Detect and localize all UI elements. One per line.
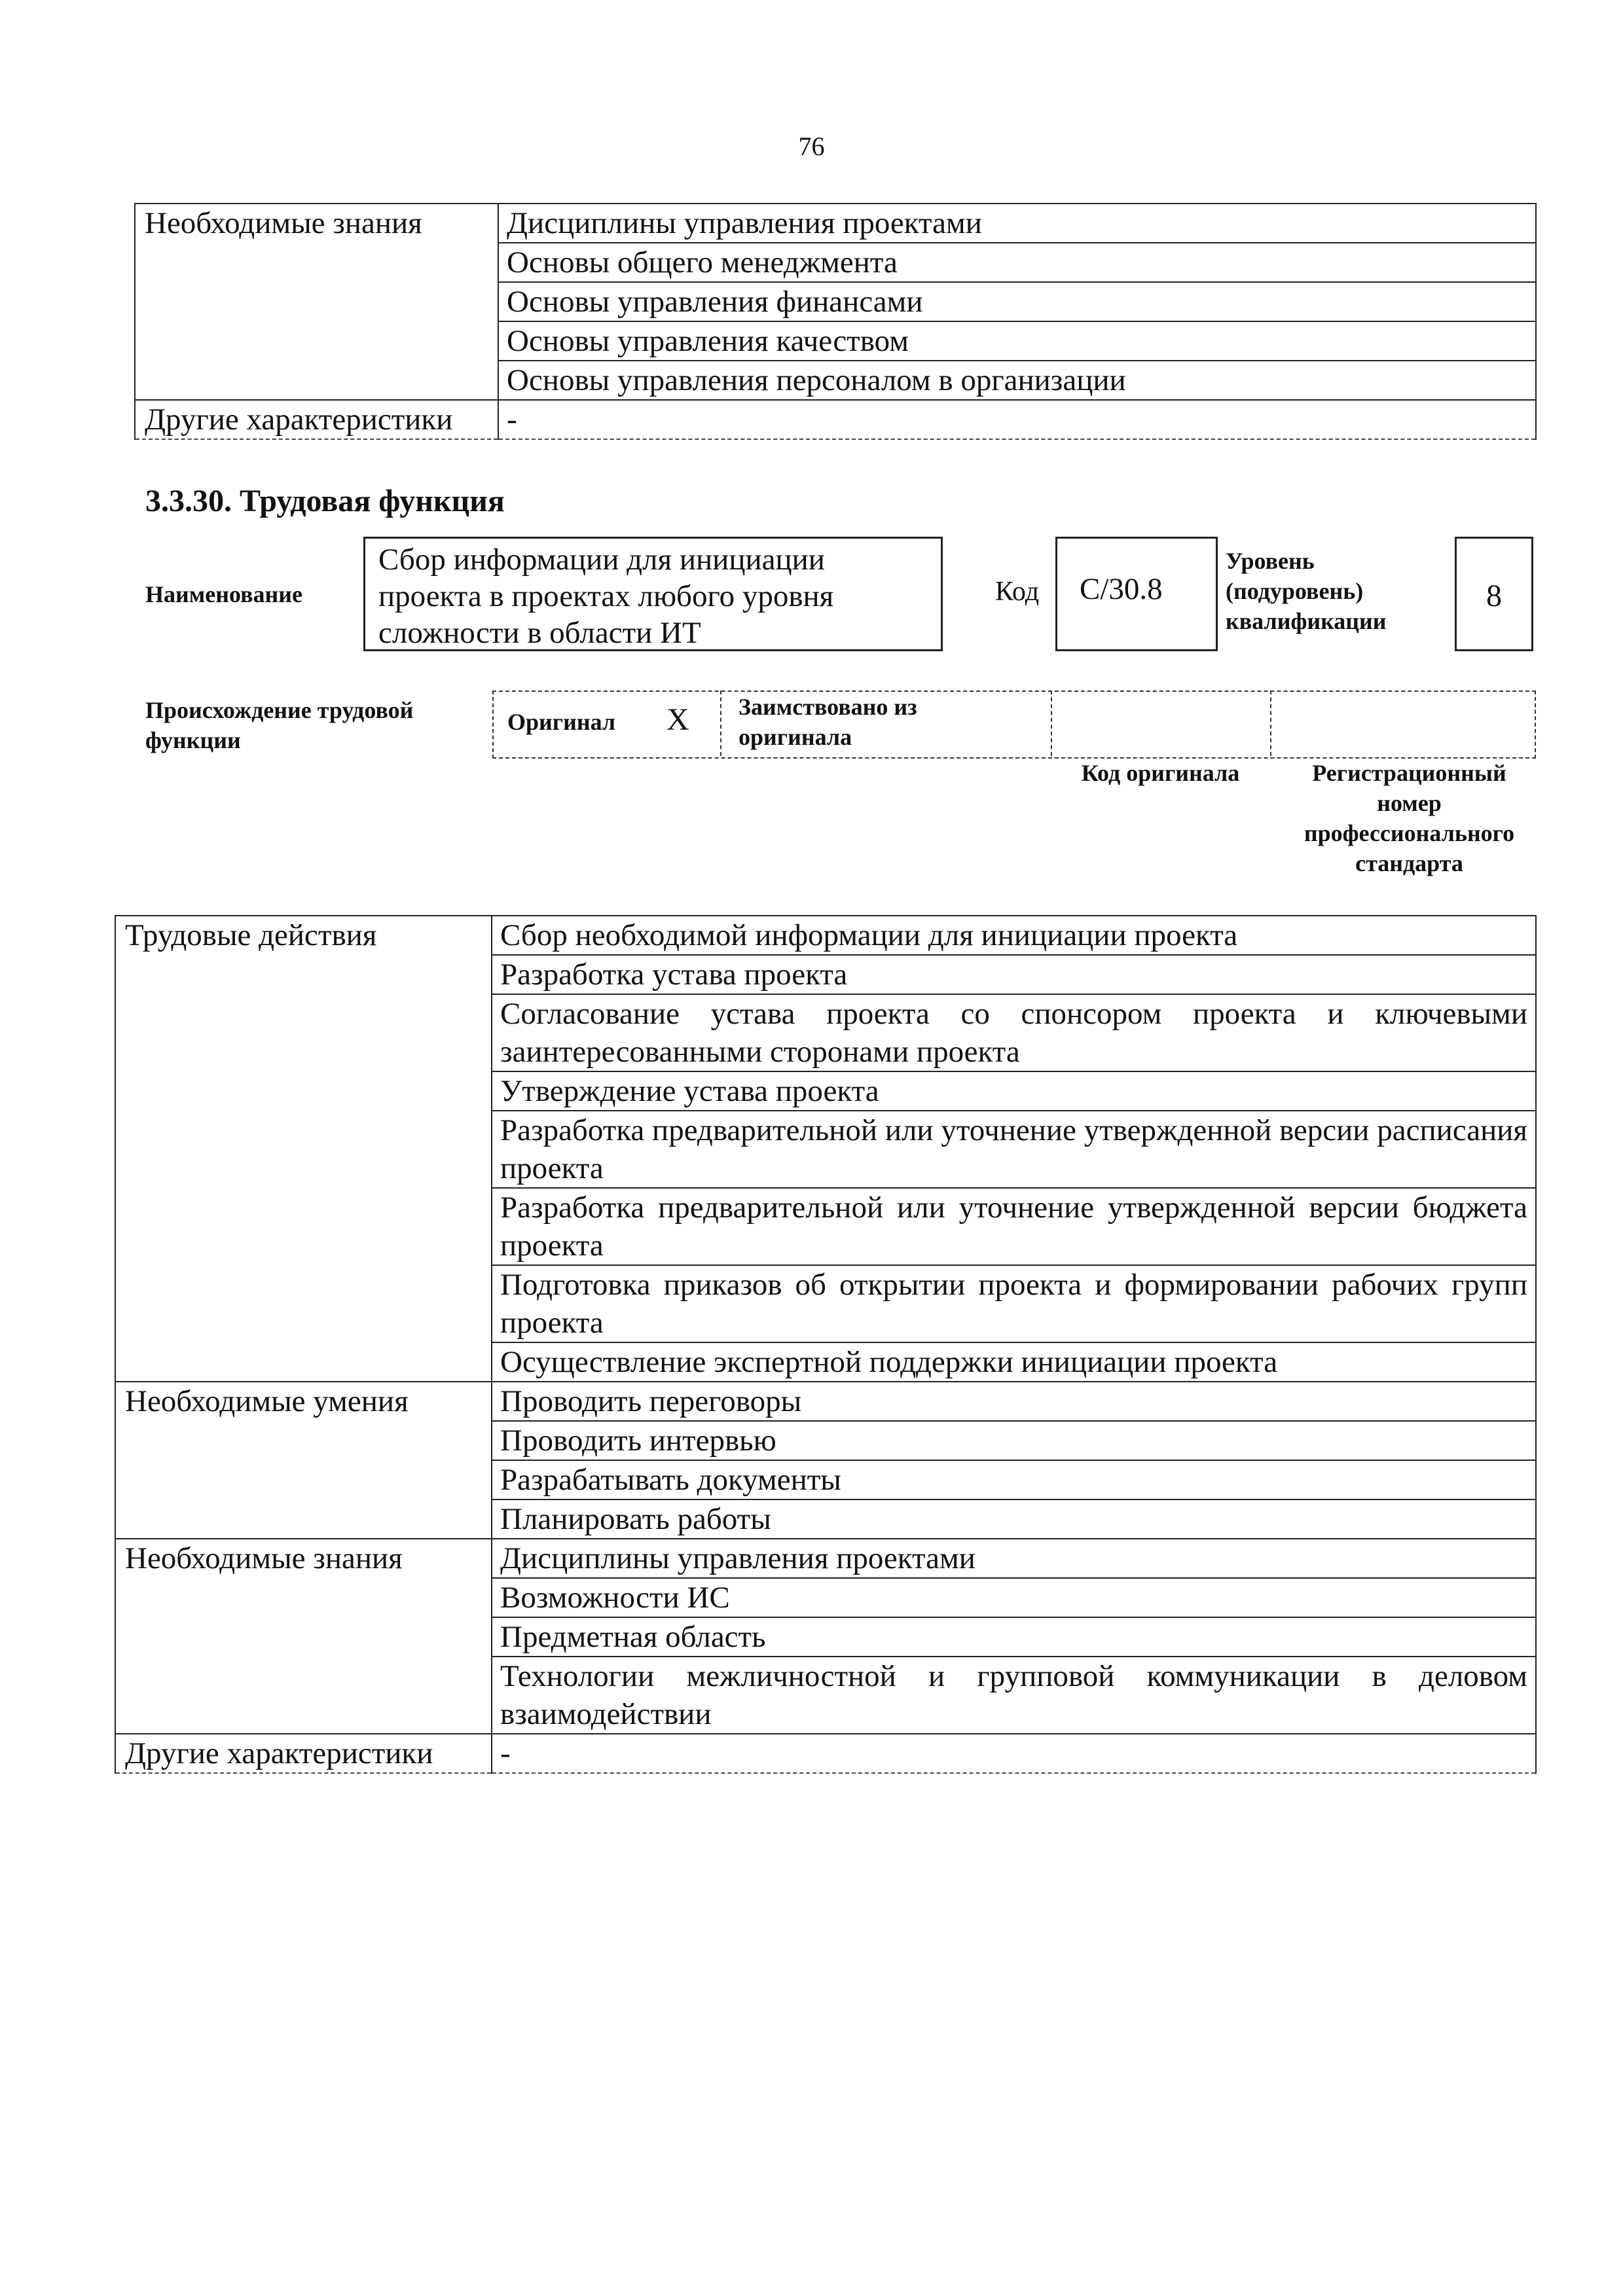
level-label [1226,546,1387,636]
code-value: C/30.8 [1080,572,1163,606]
list-item: Дисциплины управления проектами [498,204,1536,243]
level-value-box [1455,537,1533,651]
table-row [115,1382,1536,1421]
list-item: Возможности ИС [492,1578,1536,1617]
list-item: Основы управления качеством [498,321,1536,361]
list-item: Согласование устава проекта со спонсором проекта и ключевыми заинтересованными сторонами проекта [492,994,1536,1071]
knowledge-label: Необходимые знания [135,204,498,400]
table-row [135,400,1536,439]
list-item: Дисциплины управления проектами [492,1539,1536,1578]
list-item: Сбор необходимой информации для инициации проекта [492,916,1536,955]
divider [720,691,721,756]
level-label-line: Уровень [1226,548,1315,574]
table-row [115,1734,1536,1773]
level-label-line: (подуровень) [1226,578,1364,604]
origin-label: Происхождение трудовой функции [145,697,414,753]
code-label: Код [995,577,1040,607]
divider [1270,691,1271,756]
page-number: 76 [798,132,825,161]
list-item: Планировать работы [492,1499,1536,1539]
list-item: Разрабатывать документы [492,1460,1536,1499]
actions-label: Трудовые действия [115,916,492,1382]
section-title: 3.3.30. Трудовая функция [145,484,505,518]
list-item: Проводить переговоры [492,1382,1536,1421]
borrowed-label: Заимствовано из оригинала [739,694,917,750]
knowledge-label: Необходимые знания [115,1539,492,1734]
other-characteristics-value: - [492,1734,1536,1773]
list-item: Основы управления персоналом в организации [498,361,1536,400]
level-value: 8 [1486,579,1502,613]
list-item: Разработка устава проекта [492,955,1536,994]
name-value-box [363,537,943,651]
list-item: Основы общего менеджмента [498,243,1536,282]
reg-number-label: Регистрационный номер профессионального стандарта [1304,760,1515,876]
table-row [135,204,1536,243]
original-label: Оригинал [507,709,616,735]
list-item: Утверждение устава проекта [492,1071,1536,1111]
main-characteristics-table [115,915,1537,1774]
name-value: Сбор информации для инициации проекта в проектах любого уровня сложности в области ИТ [378,543,834,650]
name-label: Наименование [145,581,302,607]
divider [1051,691,1052,756]
skills-label: Необходимые умения [115,1382,492,1539]
level-label-line: квалификации [1226,608,1387,634]
list-item: Разработка предварительной или уточнение утвержденной версии бюджета проекта [492,1188,1536,1265]
top-characteristics-table [134,203,1537,440]
other-characteristics-label: Другие характеристики [135,400,498,439]
list-item: Разработка предварительной или уточнение утвержденной версии расписания проекта [492,1111,1536,1188]
table-row [115,916,1536,955]
list-item: Предметная область [492,1617,1536,1657]
other-characteristics-label: Другие характеристики [115,1734,492,1773]
list-item: Подготовка приказов об открытии проекта и формировании рабочих групп проекта [492,1265,1536,1342]
code-value-box [1055,537,1218,651]
list-item: Технологии межличностной и групповой коммуникации в деловом взаимодействии [492,1657,1536,1734]
list-item: Основы управления финансами [498,282,1536,321]
table-row [115,1539,1536,1578]
code-original-label: Код оригинала [1081,760,1240,786]
list-item: Осуществление экспертной поддержки инициации проекта [492,1342,1536,1382]
other-characteristics-value: - [498,400,1536,439]
original-mark: X [666,702,689,737]
list-item: Проводить интервью [492,1421,1536,1460]
